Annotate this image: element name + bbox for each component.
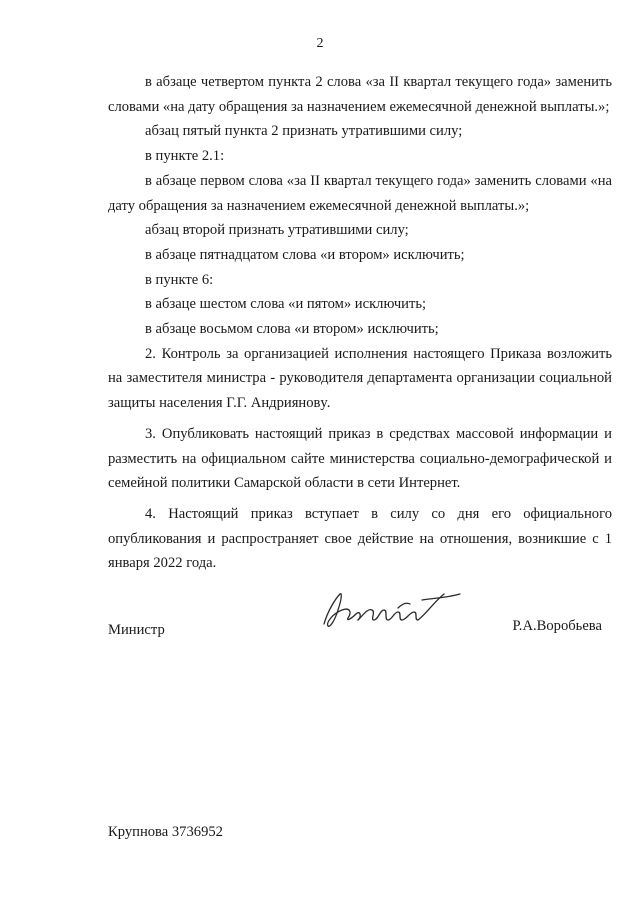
signature-block [108, 618, 612, 642]
paragraph: в пункте 2.1: [145, 148, 225, 165]
executor-note: Крупнова 3736952 [108, 824, 223, 840]
paragraph: 3. Опубликовать настоящий приказ в средствах массовой информации и разместить на официальном сайте министерства социально-демографической и семейной политики Самарской области в сети Интернет. [108, 425, 612, 492]
paragraph: абзац пятый пункта 2 признать утратившими силу; [145, 123, 463, 140]
paragraph: в абзаце первом слова «за II квартал текущего года» заменить словами «на дату обращения за назначением ежемесячной денежной выплаты.»; [108, 172, 612, 214]
paragraph: абзац второй признать утратившими силу; [145, 222, 409, 239]
paragraph: в пункте 6: [145, 271, 214, 288]
paragraph: 4. Настоящий приказ вступает в силу со дня его официального опубликования и распространяет свое действие на отношения, возникшие с 1 января 2022 года. [108, 505, 612, 572]
document-body [108, 70, 612, 576]
paragraph: в абзаце пятнадцатом слова «и втором» исключить; [145, 246, 465, 263]
signatory-name: Р.А.Воробьева [512, 618, 602, 634]
paragraph: в абзаце шестом слова «и пятом» исключить; [145, 296, 427, 313]
paragraph: 2. Контроль за организацией исполнения настоящего Приказа возложить на заместителя министра - руководителя департамента организации социальной защиты населения Г.Г. Андрияновy. [108, 345, 612, 412]
paragraph: в абзаце восьмом слова «и втором» исключить; [145, 321, 439, 338]
signatory-title: Министр [108, 622, 165, 638]
page-number: 2 [316, 36, 324, 51]
paragraph: в абзаце четвертом пункта 2 слова «за II квартал текущего года» заменить словами «на дату обращения за назначением ежемесячной денежной выплаты.»; [108, 74, 612, 115]
